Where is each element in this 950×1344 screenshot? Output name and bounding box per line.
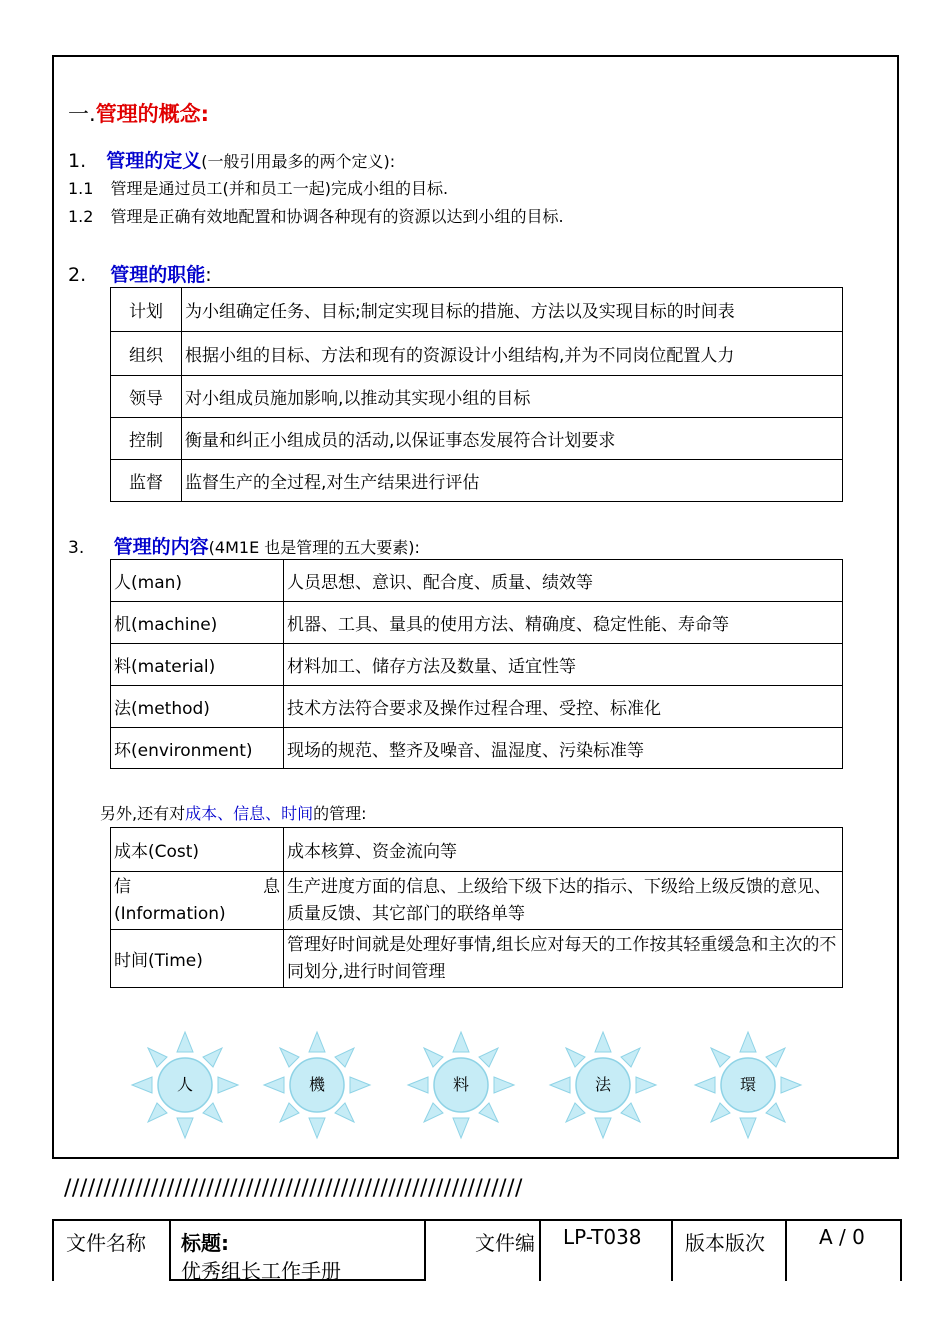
definition-heading — [68, 146, 395, 173]
definition-item — [68, 204, 564, 227]
table-row — [111, 930, 843, 988]
table-key: 环(environment) — [111, 728, 284, 769]
sun-label: 環 — [739, 1075, 756, 1094]
table-value: 机器、工具、量具的使用方法、精确度、稳定性能、寿命等 — [284, 602, 843, 644]
table-key: 组织 — [111, 332, 182, 376]
sun-label: 機 — [308, 1075, 325, 1094]
slash-divider: ////////////////////////////////////////////////////////// — [64, 1176, 523, 1201]
table-value: 人员思想、意识、配合度、质量、绩效等 — [284, 560, 843, 602]
table-key: 成本(Cost) — [111, 828, 284, 872]
file-number: LP-T038 — [563, 1225, 642, 1249]
content-table — [110, 559, 843, 769]
table-key: 人(man) — [111, 560, 284, 602]
table-row — [111, 460, 843, 502]
table-row — [111, 872, 843, 930]
table-value: 根据小组的目标、方法和现有的资源设计小组结构,并为不同岗位配置人力 — [182, 332, 843, 376]
table-row — [111, 376, 843, 418]
footer-cell — [785, 1219, 902, 1281]
sun-badge — [406, 1030, 516, 1140]
table-key: 料(material) — [111, 644, 284, 686]
functions-number: 2. — [68, 264, 87, 286]
definition-item-number: 1.2 — [68, 207, 94, 226]
table-value: 现场的规范、整齐及噪音、温湿度、污染标准等 — [284, 728, 843, 769]
functions-table — [110, 287, 843, 502]
table-value: 生产进度方面的信息、上级给下级下达的指示、下级给上级反馈的意见、质量反馈、其它部门的联络单等 — [284, 872, 843, 930]
table-key-part: (Information) — [114, 903, 226, 924]
table-value: 衡量和纠正小组成员的活动,以保证事态发展符合计划要求 — [182, 418, 843, 460]
footer-cell — [169, 1219, 424, 1281]
content-title: 管理的内容 — [113, 536, 209, 558]
extra-intro-text: 的管理: — [313, 804, 367, 823]
title-label: 标题: — [181, 1231, 229, 1255]
table-value: 为小组确定任务、目标;制定实现目标的措施、方法以及实现目标的时间表 — [182, 288, 843, 332]
table-key-part: 信 — [114, 876, 131, 897]
sun-label: 料 — [452, 1075, 469, 1094]
functions-title: 管理的职能 — [110, 264, 206, 286]
version-value: A / 0 — [819, 1225, 865, 1249]
sun-label: 法 — [594, 1075, 611, 1094]
section-heading — [68, 98, 209, 128]
table-key — [111, 872, 284, 930]
file-number-label: 文件编 — [475, 1231, 535, 1255]
definition-item-text: 管理是通过员工(并和员工一起)完成小组的目标. — [110, 179, 449, 198]
table-value: 对小组成员施加影响,以推动其实现小组的目标 — [182, 376, 843, 418]
table-row — [111, 288, 843, 332]
table-key: 领导 — [111, 376, 182, 418]
table-row — [111, 418, 843, 460]
content-heading — [68, 532, 420, 559]
footer-cell — [539, 1219, 671, 1281]
sun-badge — [130, 1030, 240, 1140]
functions-heading — [68, 260, 212, 287]
table-row — [111, 828, 843, 872]
table-key: 时间(Time) — [111, 930, 284, 988]
table-key: 控制 — [111, 418, 182, 460]
table-key-part: 息 — [263, 876, 280, 897]
table-key: 监督 — [111, 460, 182, 502]
sun-label: 人 — [176, 1075, 193, 1094]
section-prefix: 一. — [68, 102, 96, 126]
footer-cell — [424, 1219, 539, 1281]
table-value: 技术方法符合要求及操作过程合理、受控、标准化 — [284, 686, 843, 728]
table-row — [111, 728, 843, 769]
title-value: 优秀组长工作手册 — [181, 1259, 341, 1283]
version-label: 版本版次 — [685, 1231, 765, 1255]
table-row — [111, 602, 843, 644]
footer-cell — [671, 1219, 785, 1281]
4m1e-badges — [130, 1030, 830, 1140]
table-row — [111, 686, 843, 728]
sun-badge — [693, 1030, 803, 1140]
table-value: 管理好时间就是处理好事情,组长应对每天的工作按其轻重缓急和主次的不同划分,进行时间管理 — [284, 930, 843, 988]
extra-intro-text: 另外,还有对 — [100, 804, 186, 823]
sun-badge — [262, 1030, 372, 1140]
section-title: 管理的概念: — [95, 102, 210, 126]
footer-cell — [52, 1219, 169, 1281]
definition-item — [68, 176, 448, 199]
definition-item-number: 1.1 — [68, 179, 94, 198]
definition-number: 1. — [68, 150, 87, 172]
definition-note: (一般引用最多的两个定义): — [201, 152, 396, 171]
extra-intro-highlight: 成本、信息、时间 — [185, 804, 314, 823]
table-value: 成本核算、资金流向等 — [284, 828, 843, 872]
table-value: 监督生产的全过程,对生产结果进行评估 — [182, 460, 843, 502]
table-key: 机(machine) — [111, 602, 284, 644]
content-note: (4M1E 也是管理的五大要素): — [208, 538, 420, 557]
extra-intro — [100, 801, 367, 824]
table-row — [111, 332, 843, 376]
content-number: 3. — [68, 538, 85, 558]
sun-badge — [548, 1030, 658, 1140]
table-row — [111, 560, 843, 602]
table-value: 材料加工、储存方法及数量、适宜性等 — [284, 644, 843, 686]
definition-item-text: 管理是正确有效地配置和协调各种现有的资源以达到小组的目标. — [110, 207, 564, 226]
file-name-label: 文件名称 — [66, 1231, 146, 1255]
definition-title: 管理的定义 — [106, 150, 202, 172]
table-key: 法(method) — [111, 686, 284, 728]
document-footer — [52, 1219, 902, 1281]
functions-colon: : — [205, 264, 212, 286]
table-row — [111, 644, 843, 686]
extra-table — [110, 827, 843, 988]
table-key: 计划 — [111, 288, 182, 332]
